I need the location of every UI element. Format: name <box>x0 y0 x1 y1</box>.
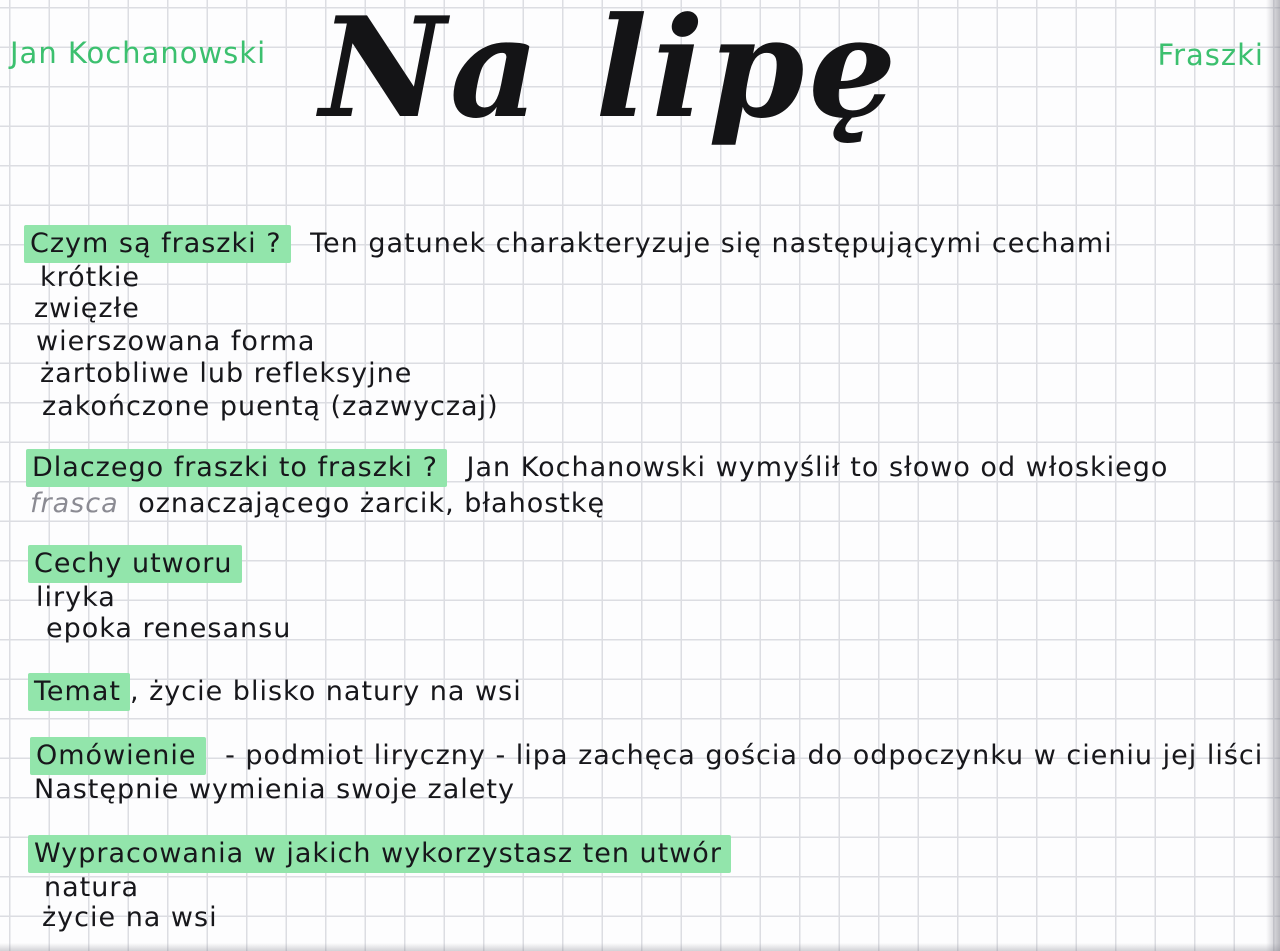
heading-essays: Wypracowania w jakich wykorzystasz ten utwór <box>28 835 731 873</box>
heading-why-fraszki: Dlaczego fraszki to fraszki ? <box>26 449 447 487</box>
essays-item-2: życie na wsi <box>42 902 218 933</box>
page-edge-shadow-right <box>1266 0 1280 951</box>
features-item-1: liryka <box>36 582 116 613</box>
section-why-line <box>26 452 1168 483</box>
why-line-2 <box>30 488 605 519</box>
what-item-1: krótkie <box>40 262 140 293</box>
section-discussion-line <box>30 740 1263 771</box>
section-features-line <box>28 548 242 579</box>
page-title: Na lipę <box>319 0 901 149</box>
genre-note: Fraszki <box>1157 38 1264 72</box>
why-text: Jan Kochanowski wymyślił to słowo od włoskiego <box>466 452 1169 483</box>
topic-text: , życie blisko natury na wsi <box>129 676 522 707</box>
why-line-2-text: oznaczającego żarcik, błahostkę <box>138 488 606 519</box>
what-definition-text: Ten gatunek charakteryzuje się następującymi cechami <box>310 228 1113 259</box>
what-item-5: zakończone puentą (zazwyczaj) <box>42 391 499 422</box>
features-item-2: epoka renesansu <box>46 613 292 644</box>
what-item-2: zwięzłe <box>34 293 140 324</box>
what-item-4: żartobliwe lub refleksyjne <box>40 358 413 389</box>
section-essays-line <box>28 838 731 869</box>
section-what-line <box>24 228 1113 259</box>
author-note: Jan Kochanowski <box>10 36 267 70</box>
heading-features: Cechy utworu <box>28 545 242 583</box>
essays-item-1: natura <box>44 872 140 903</box>
discussion-text-2: Następnie wymienia swoje zalety <box>34 774 515 805</box>
italian-word: frasca <box>30 488 119 519</box>
section-topic-line <box>28 676 522 707</box>
heading-topic: Temat <box>28 673 130 711</box>
heading-discussion: Omówienie <box>30 737 206 775</box>
page-edge-shadow-bottom <box>0 943 1280 951</box>
discussion-text: - podmiot liryczny - lipa zachęca gościa do odpoczynku w cieniu jej liści <box>225 740 1264 771</box>
what-item-3: wierszowana forma <box>36 326 316 357</box>
heading-what-are-fraszki: Czym są fraszki ? <box>24 225 291 263</box>
